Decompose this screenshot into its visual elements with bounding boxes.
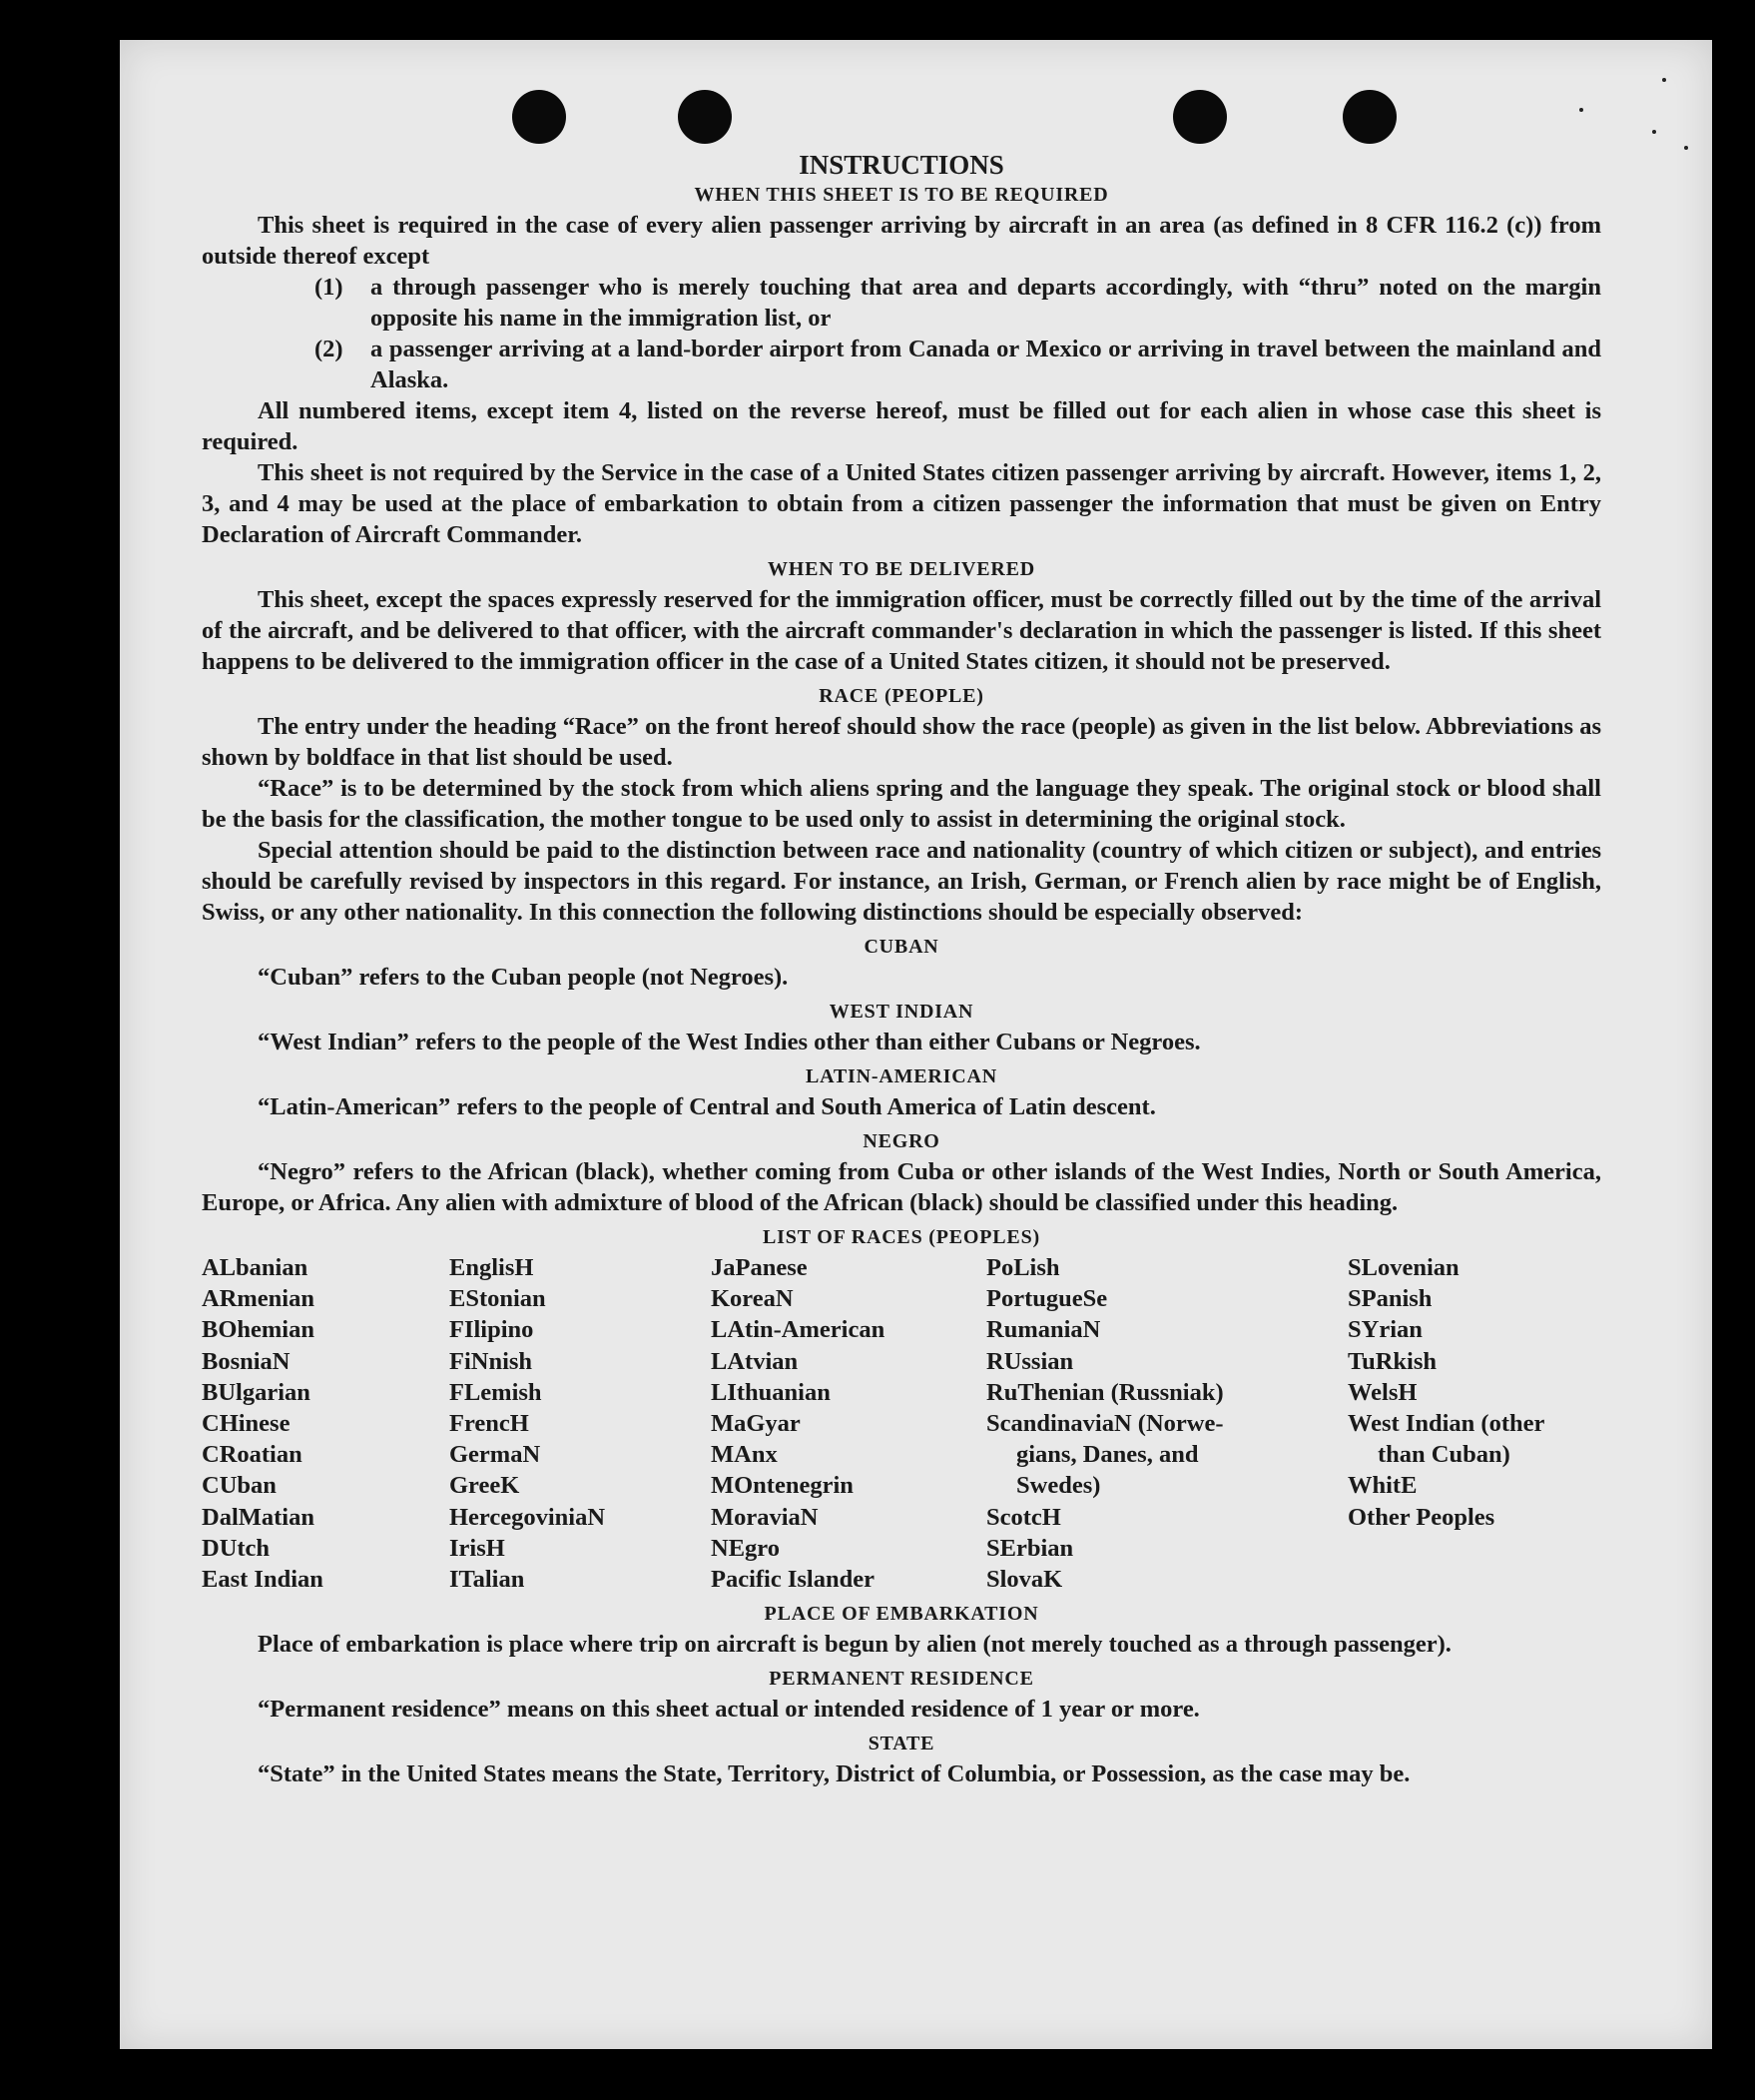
- race-entry: RumaniaN: [986, 1316, 1101, 1344]
- heading-permanent-residence: PERMANENT RESIDENCE: [769, 1668, 1034, 1691]
- race-entry: RuThenian (Russniak): [986, 1378, 1224, 1406]
- race-entry: ARmenian: [202, 1285, 314, 1313]
- races-column-3: [711, 1252, 986, 1595]
- race-entry: SlovaK: [986, 1566, 1063, 1594]
- race-entry: GreeK: [449, 1472, 520, 1500]
- race-entry: FrencH: [449, 1410, 529, 1438]
- race-entry: FLemish: [449, 1378, 542, 1406]
- race-entry: HercegoviniaN: [449, 1503, 606, 1531]
- race-entry: SYrian: [1348, 1316, 1423, 1344]
- heading-negro: NEGRO: [863, 1130, 940, 1152]
- race-entry: ALbanian: [202, 1254, 308, 1281]
- races-column-2: [449, 1252, 711, 1595]
- race-entry: MAnx: [711, 1441, 778, 1469]
- race-entry: Other Peoples: [1348, 1503, 1495, 1531]
- race-entry: PoLish: [986, 1254, 1060, 1281]
- citizen-paragraph: This sheet is not required by the Service in the case of a United States citizen passenger arriving by aircraft. However, items 1, 2, 3, and 4 may be used at the place of embarkation to obtain from a citizen passenger the information that must be given on Entry Declaration of Aircraft Commander.: [202, 459, 1601, 548]
- race-entry-continuation: than Cuban): [1378, 1441, 1510, 1469]
- race-entry: FIlipino: [449, 1316, 534, 1344]
- race-entry: PortugueSe: [986, 1285, 1108, 1313]
- punch-hole: [512, 90, 566, 144]
- race-entry: EnglisH: [449, 1254, 534, 1281]
- race-entry: SLovenian: [1348, 1254, 1460, 1281]
- numbered-items-paragraph: All numbered items, except item 4, listed on the reverse hereof, must be filled out for each alien in whose case this sheet is required.: [202, 397, 1601, 455]
- heading-state: STATE: [868, 1733, 935, 1755]
- west-indian-text: “West Indian” refers to the people of the West Indies other than either Cubans or Negroes.: [258, 1029, 1201, 1055]
- cuban-text: “Cuban” refers to the Cuban people (not Negroes).: [258, 964, 789, 991]
- heading-when-required: WHEN THIS SHEET IS TO BE REQUIRED: [694, 184, 1109, 206]
- race-entry: SPanish: [1348, 1285, 1433, 1313]
- race-paragraph-3: Special attention should be paid to the distinction between race and nationality (country of which citizen or subject), and entries should be carefully revised by inspectors in this regard. For instance, an Irish, German, or French alien by race might be of English, Swiss, or any other nationality. In this connection the following distinctions should be especially observed:: [202, 837, 1601, 926]
- races-column-4: [986, 1252, 1348, 1595]
- heading-west-indian: WEST INDIAN: [829, 1001, 974, 1023]
- race-entry: ScandinaviaN (Norwe-: [986, 1410, 1224, 1438]
- race-entry: MoraviaN: [711, 1503, 819, 1531]
- exception-item-1: [202, 272, 1601, 334]
- races-column-1: [202, 1252, 449, 1595]
- race-entry: West Indian (other: [1348, 1410, 1545, 1438]
- race-entry: DUtch: [202, 1534, 271, 1562]
- speck: [1662, 78, 1666, 82]
- heading-when-delivered: WHEN TO BE DELIVERED: [767, 558, 1036, 580]
- instructions-body: [202, 148, 1601, 1789]
- speck: [1579, 108, 1583, 112]
- race-entry-continuation: gians, Danes, and: [1016, 1441, 1199, 1469]
- embarkation-text: Place of embarkation is place where trip on aircraft is begun by alien (not merely touched as a through passenger).: [258, 1631, 1452, 1659]
- when-required-intro: This sheet is required in the case of every alien passenger arriving by aircraft in an area (as defined in 8 CFR 116.2 (c)) from outside thereof except: [202, 212, 1601, 270]
- heading-list-of-races: LIST OF RACES (PEOPLES): [763, 1226, 1040, 1248]
- race-entry: EStonian: [449, 1285, 546, 1313]
- item-text: a passenger arriving at a land-border airport from Canada or Mexico or arriving in travel between the mainland and Alaska.: [370, 336, 1601, 393]
- race-entry: Pacific Islander: [711, 1566, 875, 1594]
- race-entry: ScotcH: [986, 1503, 1061, 1531]
- punch-hole: [1343, 90, 1397, 144]
- item-number: (1): [314, 274, 343, 301]
- page-title: INSTRUCTIONS: [799, 150, 1004, 180]
- document-page: [120, 40, 1712, 2049]
- race-paragraph-1: The entry under the heading “Race” on the front hereof should show the race (people) as given in the list below. Abbreviations as shown by boldface in that list should be used.: [202, 713, 1601, 771]
- race-entry: JaPanese: [711, 1254, 808, 1281]
- race-entry: GermaN: [449, 1441, 541, 1469]
- race-entry: BosniaN: [202, 1347, 291, 1375]
- item-text: a through passenger who is merely touching that area and departs accordingly, with “thru” noted on the margin opposite his name in the immigration list, or: [370, 274, 1601, 332]
- race-entry: LIthuanian: [711, 1378, 831, 1406]
- race-entry: TuRkish: [1348, 1347, 1438, 1375]
- heading-cuban: CUBAN: [864, 936, 939, 958]
- races-list: [202, 1252, 1601, 1595]
- negro-text: “Negro” refers to the African (black), whether coming from Cuba or other islands of the West Indies, North or South America, Europe, or Africa. Any alien with admixture of blood of the African (black) should be classified under this heading.: [202, 1158, 1601, 1216]
- race-entry: BOhemian: [202, 1316, 314, 1344]
- race-entry: BUlgarian: [202, 1378, 310, 1406]
- heading-latin-american: LATIN-AMERICAN: [806, 1065, 997, 1087]
- race-entry: CUban: [202, 1472, 277, 1500]
- punch-hole: [678, 90, 732, 144]
- race-entry: CHinese: [202, 1410, 291, 1438]
- heading-race: RACE (PEOPLE): [819, 685, 984, 707]
- punch-hole: [1173, 90, 1227, 144]
- item-number: (2): [314, 336, 343, 362]
- race-entry: ITalian: [449, 1566, 525, 1594]
- when-delivered-text: This sheet, except the spaces expressly reserved for the immigration officer, must be correctly filled out by the time of the arrival of the aircraft, and be delivered to that officer, with the aircraft commander's declaration in which the passenger is listed. If this sheet happens to be delivered to the immigration officer in the case of a United States citizen, it should not be preserved.: [202, 586, 1601, 675]
- race-entry: LAtvian: [711, 1347, 799, 1375]
- exception-item-2: [202, 334, 1601, 395]
- race-entry: SErbian: [986, 1534, 1074, 1562]
- race-entry-continuation: Swedes): [1016, 1472, 1101, 1500]
- speck: [1684, 146, 1688, 150]
- race-entry: RUssian: [986, 1347, 1074, 1375]
- latin-american-text: “Latin-American” refers to the people of Central and South America of Latin descent.: [258, 1093, 1156, 1120]
- race-entry: LAtin-American: [711, 1316, 885, 1344]
- race-paragraph-2: “Race” is to be determined by the stock from which aliens spring and the language they speak. The original stock or blood shall be the basis for the classification, the mother tongue to be used only to assist in determining the original stock.: [202, 775, 1601, 833]
- race-entry: CRoatian: [202, 1441, 302, 1469]
- race-entry: WelsH: [1348, 1378, 1418, 1406]
- race-entry: WhitE: [1348, 1472, 1418, 1500]
- race-entry: NEgro: [711, 1534, 780, 1562]
- races-column-5: [1348, 1252, 1597, 1595]
- race-entry: MOntenegrin: [711, 1472, 854, 1500]
- race-entry: MaGyar: [711, 1410, 801, 1438]
- race-entry: FiNnish: [449, 1347, 533, 1375]
- state-text: “State” in the United States means the State, Territory, District of Columbia, or Possession, as the case may be.: [258, 1760, 1411, 1788]
- race-entry: KoreaN: [711, 1285, 794, 1313]
- race-entry: IrisH: [449, 1534, 505, 1562]
- race-entry: East Indian: [202, 1566, 323, 1594]
- speck: [1652, 130, 1656, 134]
- heading-embarkation: PLACE OF EMBARKATION: [764, 1603, 1039, 1626]
- permanent-residence-text: “Permanent residence” means on this sheet actual or intended residence of 1 year or more.: [258, 1696, 1200, 1724]
- race-entry: DalMatian: [202, 1503, 314, 1531]
